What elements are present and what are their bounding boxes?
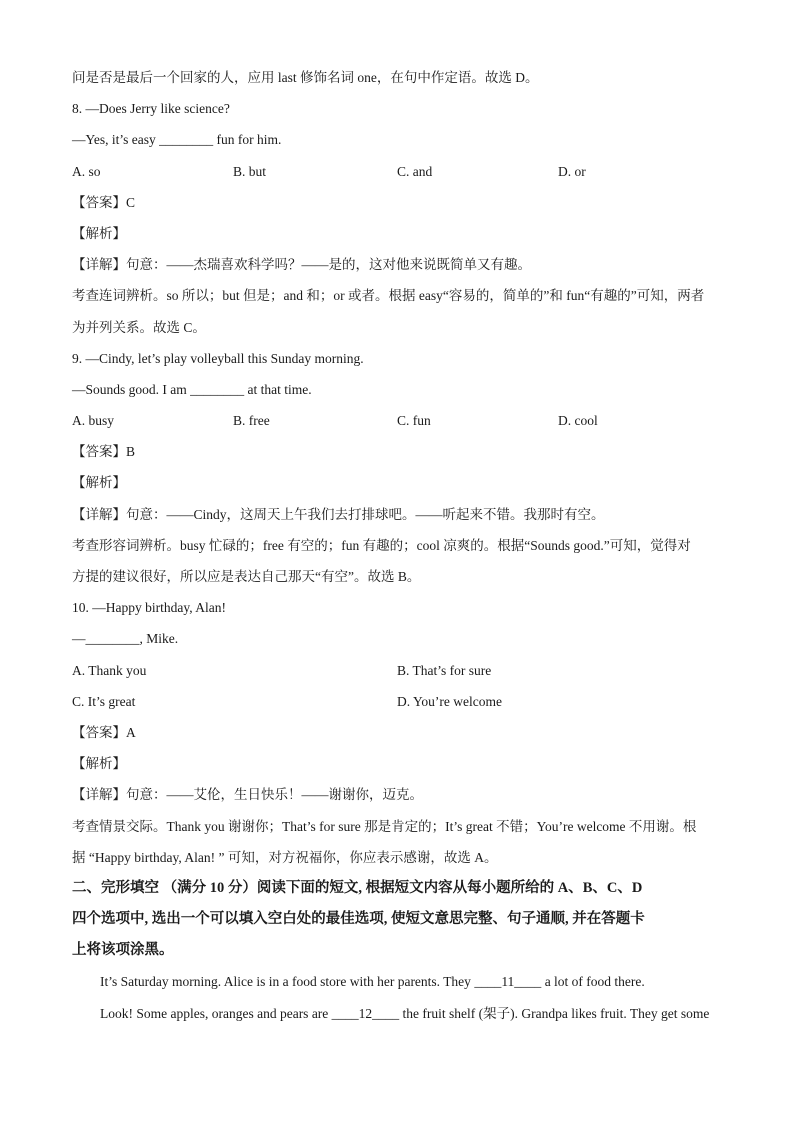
blank-12: ____12____ bbox=[331, 1005, 400, 1021]
section-heading: 四个选项中, 选出一个可以填入空白处的最佳选项, 使短文意思完整、句子通顺, 并在答题卡 bbox=[72, 911, 645, 928]
passage-text: a lot of food there. bbox=[541, 974, 645, 990]
detail-text: 【详解】句意：——Cindy，这周天上午我们去打排球吧。——听起来不错。我那时有空。 bbox=[72, 506, 605, 522]
detail-text: 【详解】句意：——杰瑞喜欢科学吗？——是的，这对他来说既简单又有趣。 bbox=[72, 257, 531, 273]
option-a: A. Thank you bbox=[72, 662, 147, 678]
explanation-text: 考查形容词辨析。busy 忙碌的；free 有空的；fun 有趣的；cool 凉爽的。根据“Sounds good.”可知，觉得对 bbox=[72, 537, 691, 553]
option-c: C. fun bbox=[397, 413, 431, 429]
option-d: D. or bbox=[558, 163, 586, 179]
passage-paragraph bbox=[72, 998, 732, 1029]
passage-text: It’s Saturday morning. Alice is in a food store with her parents. They bbox=[100, 974, 475, 990]
question-10-reply: —________, Mike. bbox=[72, 631, 179, 647]
answer-label: 【答案】C bbox=[72, 194, 136, 210]
option-b: B. but bbox=[233, 163, 267, 179]
option-d: D. You’re welcome bbox=[397, 693, 502, 709]
explanation-text: 考查连词辨析。so 所以；but 但是；and 和；or 或者。根据 easy“容易的，简单的”和 fun“有趣的”可知，两者 bbox=[72, 288, 705, 304]
option-a: A. so bbox=[72, 163, 101, 179]
question-10-stem: 10. —Happy birthday, Alan! bbox=[72, 600, 226, 616]
question-8-options bbox=[72, 156, 732, 187]
option-c: C. It’s great bbox=[72, 693, 136, 709]
explanation-text: 据 “Happy birthday, Alan! ” 可知，对方祝福你，你应表示感谢，故选 A。 bbox=[72, 849, 498, 865]
explanation-text: 方提的建议很好，所以应是表达自己那天“有空”。故选 B。 bbox=[72, 569, 421, 584]
analysis-label: 【解析】 bbox=[72, 225, 126, 241]
analysis-label: 【解析】 bbox=[72, 475, 126, 491]
question-8-reply: —Yes, it’s easy ________ fun for him. bbox=[72, 132, 282, 148]
detail-text: 【详解】句意：——艾伦，生日快乐！——谢谢你，迈克。 bbox=[72, 787, 423, 803]
question-9-reply: —Sounds good. I am ________ at that time. bbox=[72, 381, 312, 397]
answer-label: 【答案】A bbox=[72, 724, 136, 740]
question-10-options-row2 bbox=[72, 686, 732, 717]
option-a: A. busy bbox=[72, 413, 115, 429]
question-9-stem: 9. —Cindy, let’s play volleyball this Sunday morning. bbox=[72, 350, 364, 366]
question-10-options-row1 bbox=[72, 655, 732, 686]
text-line: 问是否是最后一个回家的人，应用 last 修饰名词 one，在句中作定语。故选 D。 bbox=[72, 70, 539, 85]
section-heading: 上将该项涂黑。 bbox=[72, 942, 174, 959]
passage-text: the fruit shelf (架子). Grandpa likes fruit. They get some bbox=[399, 1005, 710, 1021]
passage-paragraph bbox=[72, 966, 732, 997]
option-b: B. That’s for sure bbox=[397, 662, 492, 678]
explanation-text: 考查情景交际。Thank you 谢谢你；That’s for sure 那是肯定的；It’s great 不错；You’re welcome 不用谢。根 bbox=[72, 818, 697, 834]
blank-11: ____11____ bbox=[474, 974, 542, 990]
option-c: C. and bbox=[397, 163, 433, 179]
option-b: B. free bbox=[233, 413, 270, 429]
analysis-label: 【解析】 bbox=[72, 756, 126, 772]
question-8-stem: 8. —Does Jerry like science? bbox=[72, 101, 230, 117]
passage-text: Look! Some apples, oranges and pears are bbox=[100, 1005, 332, 1021]
section-heading: 二、完形填空 （满分 10 分）阅读下面的短文, 根据短文内容从每小题所给的 A、B、C、D bbox=[72, 879, 643, 896]
explanation-text: 为并列关系。故选 C。 bbox=[72, 319, 206, 335]
document-page bbox=[72, 62, 732, 1029]
answer-label: 【答案】B bbox=[72, 444, 136, 460]
question-9-options bbox=[72, 405, 732, 436]
option-d: D. cool bbox=[558, 413, 598, 429]
